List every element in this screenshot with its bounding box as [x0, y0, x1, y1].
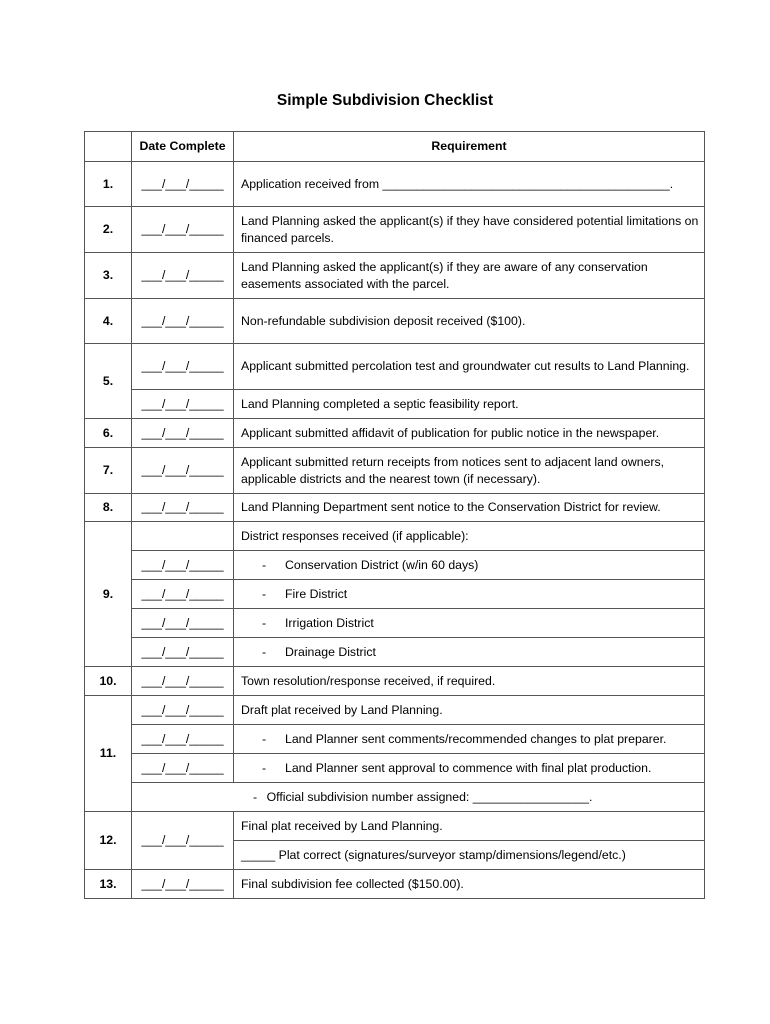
dash-marker: - — [262, 731, 267, 746]
table-row — [85, 299, 705, 344]
dash-marker: - — [262, 586, 267, 601]
table-row — [85, 754, 705, 783]
requirement-subitem — [234, 580, 705, 609]
dash-marker: - — [262, 557, 267, 572]
requirement-text: Application received from __________________________________________. — [234, 162, 705, 207]
subitem-text: Land Planner sent comments/recommended changes to plat preparer. — [285, 731, 667, 746]
row-number: 11. — [85, 696, 132, 812]
requirement-subitem — [234, 754, 705, 783]
dash-marker: - — [262, 615, 267, 630]
table-row — [85, 522, 705, 551]
requirement-text: Land Planning Department sent notice to the Conservation District for review. — [234, 494, 705, 522]
date-field[interactable]: ___/___/_____ — [132, 390, 234, 419]
subdivision-number-cell — [132, 783, 705, 812]
date-field[interactable]: ___/___/_____ — [132, 812, 234, 870]
table-row — [85, 551, 705, 580]
date-field[interactable]: ___/___/_____ — [132, 344, 234, 390]
requirement-subitem — [234, 551, 705, 580]
subitem-text: Drainage District — [285, 644, 376, 659]
header-row — [85, 132, 705, 162]
date-field[interactable]: ___/___/_____ — [132, 754, 234, 783]
table-row — [85, 638, 705, 667]
requirement-text: Land Planning asked the applicant(s) if they are aware of any conservation easements associated with the parcel. — [234, 253, 705, 299]
table-row — [85, 812, 705, 841]
row-number: 10. — [85, 667, 132, 696]
table-row — [85, 696, 705, 725]
row-number: 2. — [85, 207, 132, 253]
requirement-subitem — [234, 609, 705, 638]
requirement-text: Applicant submitted affidavit of publication for public notice in the newspaper. — [234, 419, 705, 448]
table-row — [85, 162, 705, 207]
table-row — [85, 448, 705, 494]
table-row — [85, 207, 705, 253]
row-number: 8. — [85, 494, 132, 522]
row-number: 4. — [85, 299, 132, 344]
date-field[interactable]: ___/___/_____ — [132, 638, 234, 667]
requirement-subitem — [234, 638, 705, 667]
table-row — [85, 609, 705, 638]
row-number: 12. — [85, 812, 132, 870]
dash-marker: - — [253, 789, 258, 804]
row-number: 3. — [85, 253, 132, 299]
table-row — [85, 725, 705, 754]
date-field[interactable]: ___/___/_____ — [132, 162, 234, 207]
date-field[interactable]: ___/___/_____ — [132, 448, 234, 494]
requirement-text: _____ Plat correct (signatures/surveyor stamp/dimensions/legend/etc.) — [234, 841, 705, 870]
date-field[interactable]: ___/___/_____ — [132, 870, 234, 899]
dash-marker: - — [262, 644, 267, 659]
requirement-text: Land Planning completed a septic feasibility report. — [234, 390, 705, 419]
requirement-text: Town resolution/response received, if required. — [234, 667, 705, 696]
requirement-text: District responses received (if applicable): — [234, 522, 705, 551]
subitem-text: Conservation District (w/in 60 days) — [285, 557, 479, 572]
row-number: 1. — [85, 162, 132, 207]
subitem-text: Land Planner sent approval to commence with final plat production. — [285, 760, 652, 775]
header-number — [85, 132, 132, 162]
table-row — [85, 667, 705, 696]
date-field[interactable]: ___/___/_____ — [132, 299, 234, 344]
row-number: 7. — [85, 448, 132, 494]
date-field[interactable]: ___/___/_____ — [132, 551, 234, 580]
date-field[interactable]: ___/___/_____ — [132, 253, 234, 299]
requirement-text: Final subdivision fee collected ($150.00). — [234, 870, 705, 899]
page-title: Simple Subdivision Checklist — [276, 92, 494, 109]
table-row — [85, 783, 705, 812]
table-row — [85, 344, 705, 390]
header-date: Date Complete — [132, 132, 234, 162]
subitem-text: Fire District — [285, 586, 348, 601]
requirement-text: Applicant submitted return receipts from notices sent to adjacent land owners, applicable districts and the nearest town (if necessary). — [234, 448, 705, 494]
date-field[interactable]: ___/___/_____ — [132, 696, 234, 725]
row-number: 5. — [85, 344, 132, 419]
table-row — [85, 419, 705, 448]
requirement-text: Draft plat received by Land Planning. — [234, 696, 705, 725]
table-row — [85, 580, 705, 609]
table-row — [85, 870, 705, 899]
table-row — [85, 253, 705, 299]
row-number: 13. — [85, 870, 132, 899]
empty-cell — [132, 522, 234, 551]
header-requirement: Requirement — [234, 132, 705, 162]
row-number: 9. — [85, 522, 132, 667]
requirement-text: Land Planning asked the applicant(s) if they have considered potential limitations on financed parcels. — [234, 207, 705, 253]
table-row — [85, 494, 705, 522]
requirement-subitem — [234, 725, 705, 754]
requirement-text: Applicant submitted percolation test and groundwater cut results to Land Planning. — [234, 344, 705, 390]
subitem-text: Official subdivision number assigned: _________________. — [266, 789, 593, 804]
checklist-table — [84, 131, 705, 899]
date-field[interactable]: ___/___/_____ — [132, 725, 234, 754]
requirement-text: Final plat received by Land Planning. — [234, 812, 705, 841]
date-field[interactable]: ___/___/_____ — [132, 609, 234, 638]
date-field[interactable]: ___/___/_____ — [132, 667, 234, 696]
row-number: 6. — [85, 419, 132, 448]
date-field[interactable]: ___/___/_____ — [132, 580, 234, 609]
table-row — [85, 390, 705, 419]
date-field[interactable]: ___/___/_____ — [132, 207, 234, 253]
dash-marker: - — [262, 760, 267, 775]
date-field[interactable]: ___/___/_____ — [132, 419, 234, 448]
date-field[interactable]: ___/___/_____ — [132, 494, 234, 522]
subitem-text: Irrigation District — [285, 615, 374, 630]
requirement-text: Non-refundable subdivision deposit received ($100). — [234, 299, 705, 344]
